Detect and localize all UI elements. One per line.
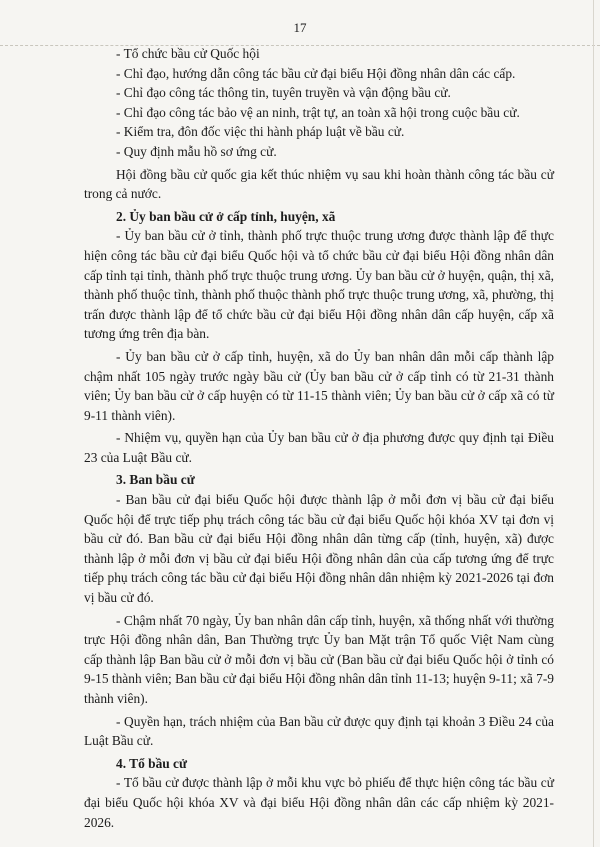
closing-paragraph: Hội đồng bầu cử quốc gia kết thúc nhiệm vụ sau khi hoàn thành công tác bầu cử trong cả nước. — [84, 166, 554, 202]
task-item: - Chỉ đạo công tác bảo vệ an ninh, trật tự, an toàn xã hội trong cuộc bầu cử. — [116, 104, 520, 120]
section-heading-3: 3. Ban bầu cử — [116, 472, 195, 488]
section-2-paragraph-1: - Ủy ban bầu cử ở tỉnh, thành phố trực thuộc trung ương được thành lập để thực hiện công tác bầu cử đại biểu Quốc hội và tổ chức bầu cử đại biểu Hội đồng nhân dân cấp tỉnh tại tỉnh, thành phố trực thuộc trung ương. Ủy ban bầu cử ở huyện, quận, thị xã, thành phố thuộc tỉnh, thành phố thuộc thành phố trực thuộc trung ương, xã, phường, thị trấn được thành lập để tổ chức bầu cử đại biểu Hội đồng nhân dân cấp huyện, cấp xã tương ứng trên địa bàn. — [84, 228, 554, 342]
section-heading-2: 2. Ủy ban bầu cử ở cấp tỉnh, huyện, xã — [116, 208, 336, 224]
section-heading-4: 4. Tổ bầu cử — [116, 755, 188, 771]
page-edge — [593, 0, 594, 847]
page-number: 17 — [293, 20, 307, 35]
section-4-paragraph-1: - Tổ bầu cử được thành lập ở mỗi khu vực bỏ phiếu để thực hiện công tác bầu cử đại biểu Quốc hội khóa XV và đại biểu Hội đồng nhân dân các cấp nhiệm kỳ 2021-2026. — [84, 775, 554, 830]
task-item: - Kiểm tra, đôn đốc việc thi hành pháp luật về bầu cử. — [116, 124, 405, 140]
section-3-paragraph-3: - Quyền hạn, trách nhiệm của Ban bầu cử được quy định tại khoản 3 Điều 24 của Luật Bầu cử. — [84, 713, 554, 749]
section-3-paragraph-1: - Ban bầu cử đại biểu Quốc hội được thành lập ở mỗi đơn vị bầu cử đại biểu Quốc hội để trực tiếp phụ trách công tác bầu cử đại biểu Quốc hội khóa XV tại đơn vị bầu cử đó. Ban bầu cử đại biểu Hội đồng nhân dân từng cấp (tỉnh, huyện, xã) được thành lập ở mỗi đơn vị bầu cử đại biểu Hội đồng nhân dân của cấp tương ứng để trực tiếp phụ trách công tác bầu cử đại biểu Hội đồng nhân dân nhiệm kỳ 2021-2026 tại đơn vị bầu cử đó. — [84, 492, 554, 606]
task-item: - Chỉ đạo công tác thông tin, tuyên truyền và vận động bầu cử. — [116, 85, 451, 101]
document-body — [84, 44, 554, 832]
section-2-paragraph-2: - Ủy ban bầu cử ở cấp tỉnh, huyện, xã do Ủy ban nhân dân mỗi cấp thành lập chậm nhất 105 ngày trước ngày bầu cử (Ủy ban bầu cử ở cấp tỉnh có từ 21-31 thành viên; Ủy ban bầu cử ở cấp huyện có từ 11-15 thành viên; Ủy ban bầu cử ở cấp xã có từ 9-11 thành viên). — [84, 348, 554, 423]
section-2-paragraph-3: - Nhiệm vụ, quyền hạn của Ủy ban bầu cử ở địa phương được quy định tại Điều 23 của Luật Bầu cử. — [84, 430, 554, 465]
task-item: - Quy định mẫu hồ sơ ứng cử. — [116, 143, 277, 159]
task-item: - Chỉ đạo, hướng dẫn công tác bầu cử đại biểu Hội đồng nhân dân các cấp. — [116, 65, 516, 81]
section-3-paragraph-2: - Chậm nhất 70 ngày, Ủy ban nhân dân cấp tỉnh, huyện, xã thống nhất với thường trực Hội đồng nhân dân, Ban Thường trực Ủy ban Mặt trận Tổ quốc Việt Nam cùng cấp thành lập Ban bầu cử ở mỗi đơn vị bầu cử (Ban bầu cử đại biểu Quốc hội ở tỉnh có 9-15 thành viên; Ban bầu cử đại biểu Hội đồng nhân dân tỉnh 11-13; huyện 9-11; xã 7-9 thành viên). — [84, 612, 555, 706]
task-item: - Tổ chức bầu cử Quốc hội — [116, 46, 260, 61]
